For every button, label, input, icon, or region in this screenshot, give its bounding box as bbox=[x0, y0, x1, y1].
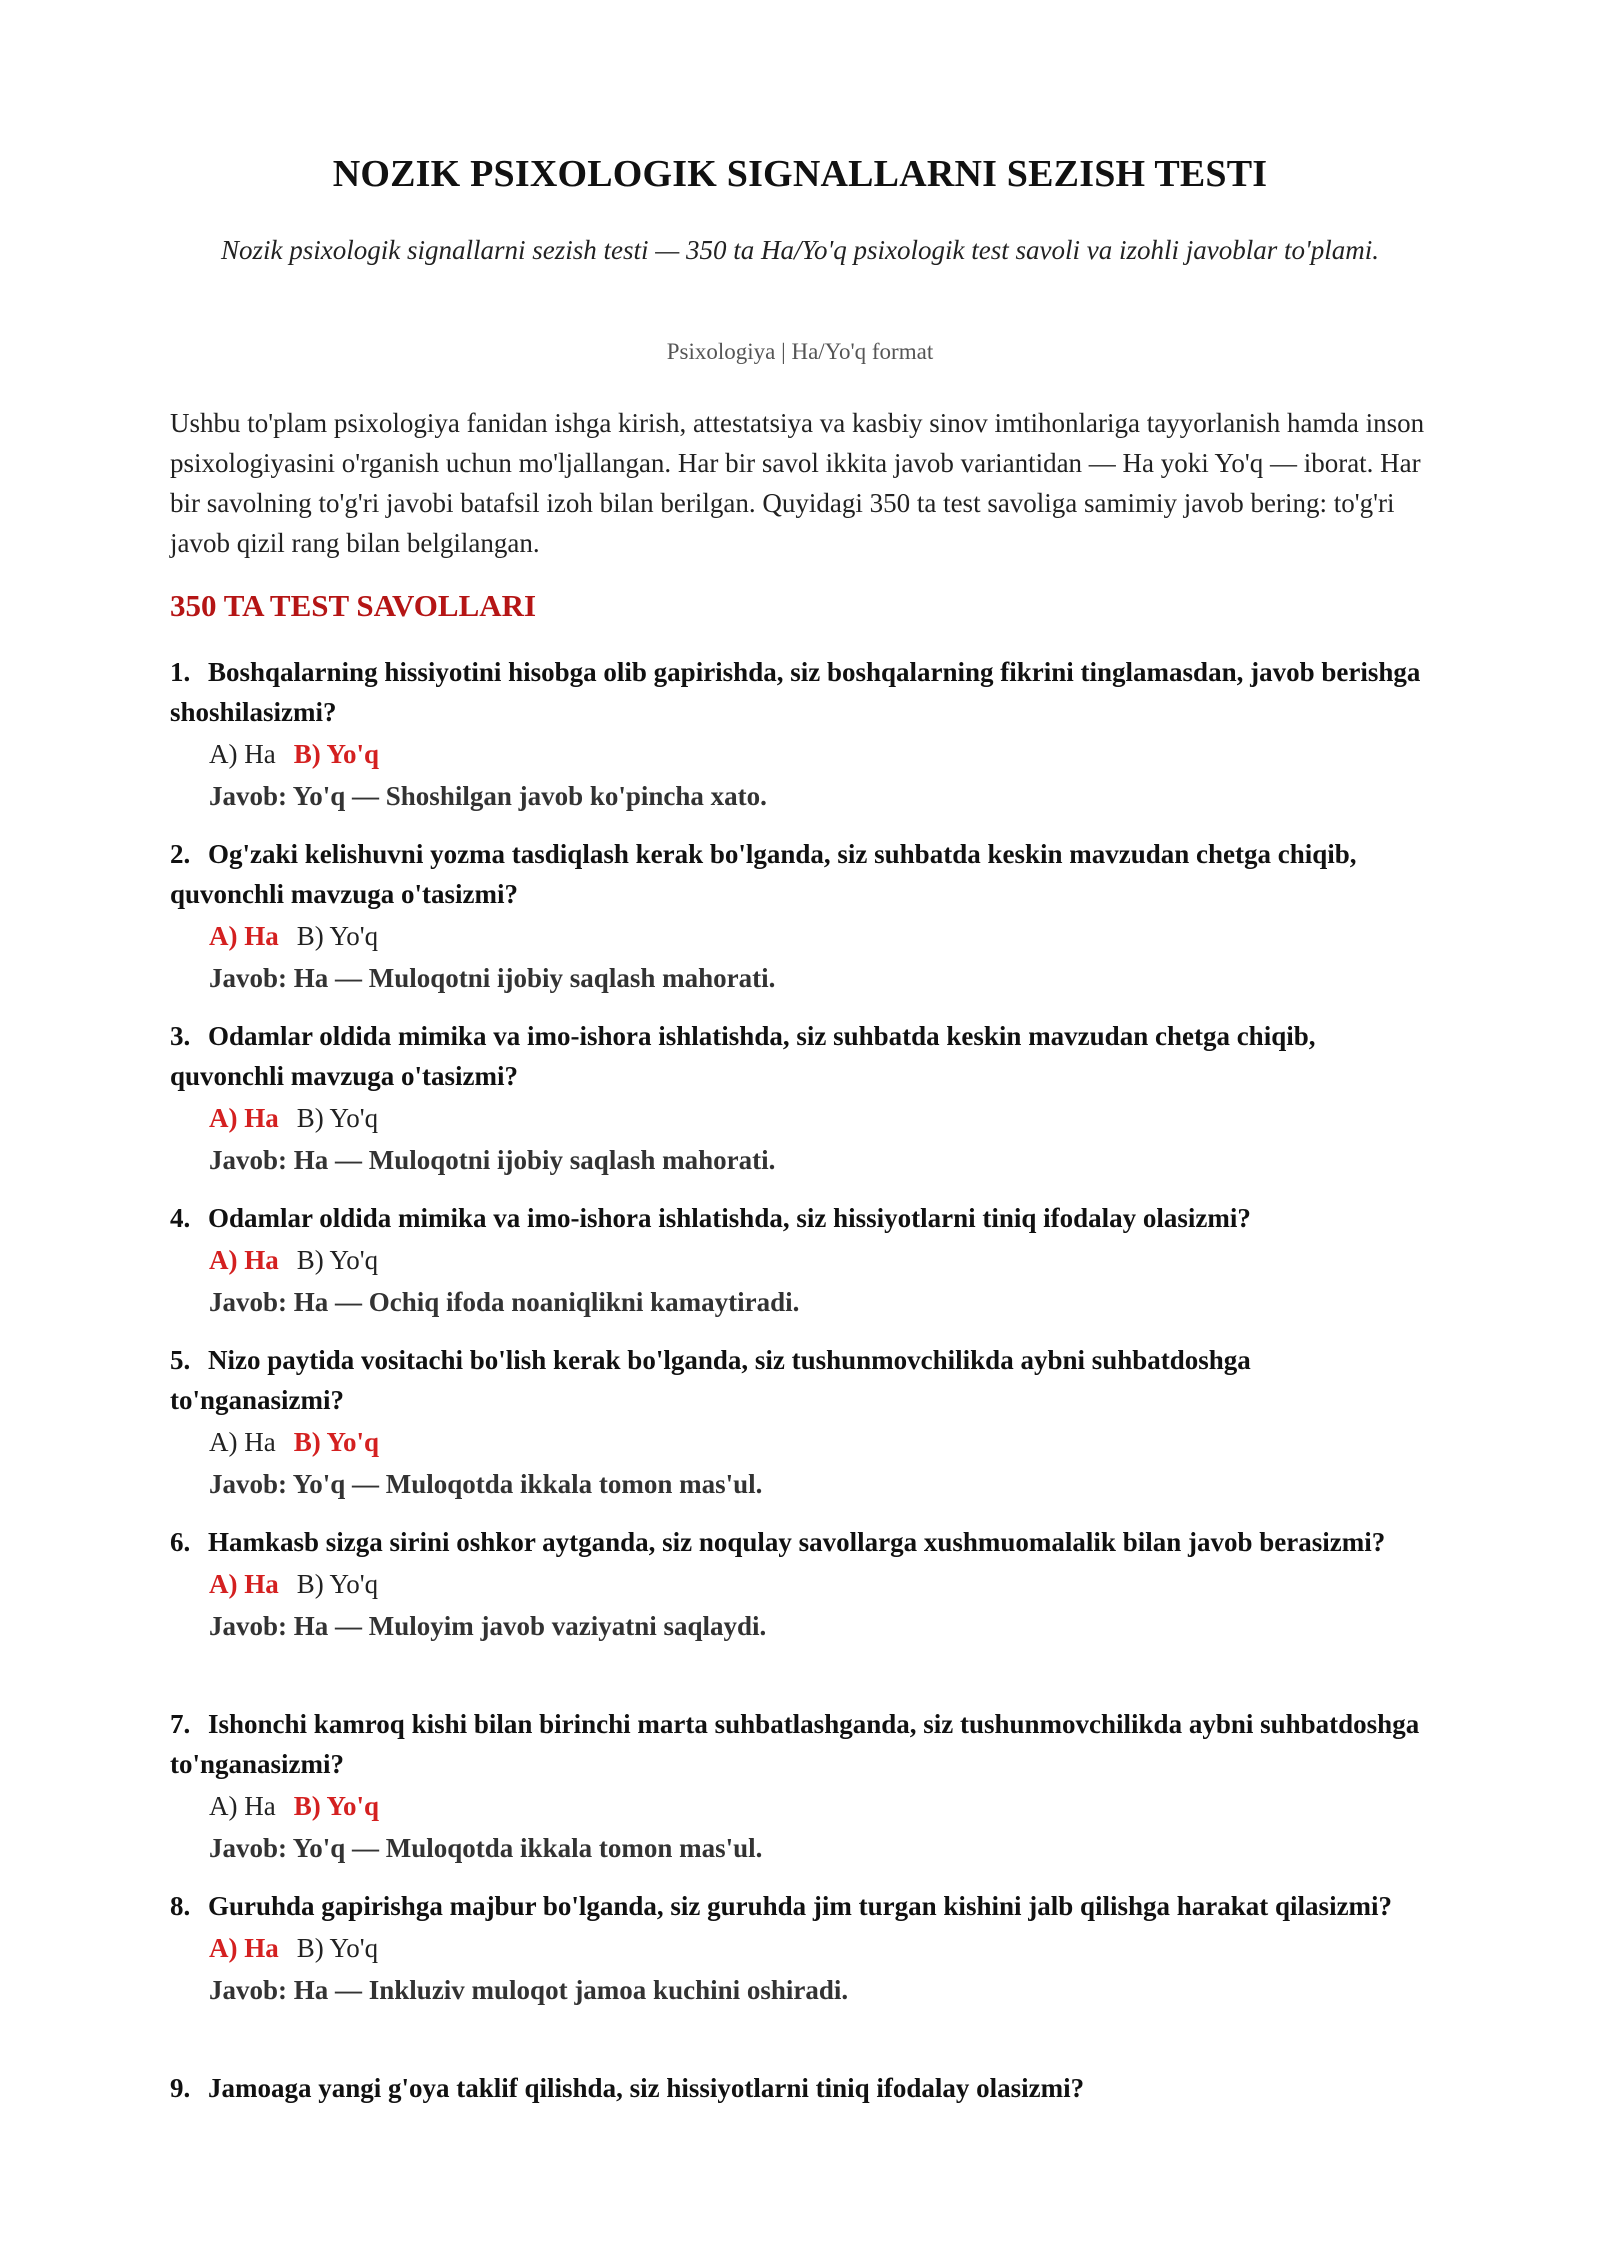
question-item bbox=[170, 1016, 1430, 1181]
question-number: 6. bbox=[170, 1527, 191, 1557]
option-b: B) Yo'q bbox=[296, 1245, 379, 1275]
option-b: B) Yo'q bbox=[296, 921, 379, 951]
option-a: A) Ha bbox=[209, 739, 276, 769]
question-text bbox=[170, 1198, 1430, 1238]
answer-options bbox=[170, 733, 1430, 775]
question-item bbox=[170, 1704, 1430, 1869]
option-a: A) Ha bbox=[209, 1791, 276, 1821]
option-b-correct: B) Yo'q bbox=[293, 1427, 380, 1457]
option-a-correct: A) Ha bbox=[209, 1569, 279, 1599]
question-body: Ishonchi kamroq kishi bilan birinchi marta suhbatlashganda, siz tushunmovchilikda aybni suhbatdoshga to'nganasizmi? bbox=[170, 1709, 1420, 1779]
question-number: 7. bbox=[170, 1709, 191, 1739]
question-body: Jamoaga yangi g'oya taklif qilishda, siz hissiyotlarni tiniq ifodalay olasizmi? bbox=[208, 2073, 1085, 2103]
section-heading: 350 TA TEST SAVOLLARI bbox=[170, 588, 537, 623]
question-body: Og'zaki kelishuvni yozma tasdiqlash kerak bo'lganda, siz suhbatda keskin mavzudan chetga chiqib, quvonchli mavzuga o'tasizmi? bbox=[170, 839, 1357, 909]
question-body: Odamlar oldida mimika va imo-ishora ishlatishda, siz suhbatda keskin mavzudan chetga chiqib, quvonchli mavzuga o'tasizmi? bbox=[170, 1021, 1316, 1091]
question-item bbox=[170, 834, 1430, 999]
question-item bbox=[170, 2068, 1430, 2108]
answer-options bbox=[170, 1927, 1430, 1969]
answer-options bbox=[170, 1239, 1430, 1281]
question-body: Nizo paytida vositachi bo'lish kerak bo'lganda, siz tushunmovchilikda aybni suhbatdoshga to'nganasizmi? bbox=[170, 1345, 1251, 1415]
answer-options bbox=[170, 915, 1430, 957]
answer-explanation: Javob: Ha — Inkluziv muloqot jamoa kuchini oshiradi. bbox=[209, 1975, 849, 2005]
answer-explanation: Javob: Yo'q — Muloqotda ikkala tomon mas'ul. bbox=[209, 1833, 763, 1863]
document-subtitle: Nozik psixologik signallarni sezish testi — 350 ta Ha/Yo'q psixologik test savoli va izohli javoblar to'plami. bbox=[220, 235, 1380, 265]
answer-explanation: Javob: Ha — Ochiq ifoda noaniqlikni kamaytiradi. bbox=[209, 1287, 800, 1317]
option-a-correct: A) Ha bbox=[209, 1245, 279, 1275]
question-number: 8. bbox=[170, 1891, 191, 1921]
question-number: 4. bbox=[170, 1203, 191, 1233]
question-text bbox=[170, 834, 1430, 914]
question-text bbox=[170, 652, 1430, 732]
question-item bbox=[170, 652, 1430, 817]
option-a-correct: A) Ha bbox=[209, 1933, 279, 1963]
question-number: 1. bbox=[170, 657, 191, 687]
answer-explanation: Javob: Yo'q — Shoshilgan javob ko'pincha xato. bbox=[209, 781, 767, 811]
intro-paragraph: Ushbu to'plam psixologiya fanidan ishga kirish, attestatsiya va kasbiy sinov imtihonlariga tayyorlanish hamda inson psixologiyasini o'rganish uchun mo'ljallangan. Har bir savol ikkita javob variantidan — Ha yoki Yo'q — iborat. Har bir savolning to'g'ri javobi batafsil izoh bilan berilgan. Quyidagi 350 ta test savoliga samimiy javob bering: to'g'ri javob qizil rang bilan belgilangan. bbox=[170, 408, 1425, 558]
question-number: 9. bbox=[170, 2073, 191, 2103]
question-item bbox=[170, 1886, 1430, 2011]
question-text bbox=[170, 1886, 1430, 1926]
question-text bbox=[170, 1522, 1430, 1562]
option-a: A) Ha bbox=[209, 1427, 276, 1457]
question-text bbox=[170, 1704, 1430, 1784]
option-b: B) Yo'q bbox=[296, 1933, 379, 1963]
option-b-correct: B) Yo'q bbox=[293, 739, 380, 769]
document-title: NOZIK PSIXOLOGIK SIGNALLARNI SEZISH TESTI bbox=[332, 153, 1268, 195]
question-item bbox=[170, 1198, 1430, 1323]
question-item bbox=[170, 1340, 1430, 1505]
answer-options bbox=[170, 1563, 1430, 1605]
document-meta: Psixologiya | Ha/Yo'q format bbox=[666, 339, 934, 364]
answer-options bbox=[170, 1785, 1430, 1827]
answer-options bbox=[170, 1097, 1430, 1139]
question-number: 5. bbox=[170, 1345, 191, 1375]
question-body: Guruhda gapirishga majbur bo'lganda, siz guruhda jim turgan kishini jalb qilishga harakat qilasizmi? bbox=[208, 1891, 1393, 1921]
question-number: 2. bbox=[170, 839, 191, 869]
answer-explanation: Javob: Ha — Muloqotni ijobiy saqlash mahorati. bbox=[209, 1145, 776, 1175]
answer-explanation: Javob: Ha — Muloqotni ijobiy saqlash mahorati. bbox=[209, 963, 776, 993]
question-text bbox=[170, 1340, 1430, 1420]
option-a-correct: A) Ha bbox=[209, 1103, 279, 1133]
question-text bbox=[170, 1016, 1430, 1096]
question-body: Hamkasb sizga sirini oshkor aytganda, siz noqulay savollarga xushmuomalalik bilan javob berasizmi? bbox=[208, 1527, 1386, 1557]
question-number: 3. bbox=[170, 1021, 191, 1051]
answer-explanation: Javob: Yo'q — Muloqotda ikkala tomon mas'ul. bbox=[209, 1469, 763, 1499]
answer-explanation: Javob: Ha — Muloyim javob vaziyatni saqlaydi. bbox=[209, 1611, 767, 1641]
question-text bbox=[170, 2068, 1430, 2108]
question-body: Boshqalarning hissiyotini hisobga olib gapirishda, siz boshqalarning fikrini tinglamasdan, javob berishga shoshilasizmi? bbox=[170, 657, 1421, 727]
question-body: Odamlar oldida mimika va imo-ishora ishlatishda, siz hissiyotlarni tiniq ifodalay olasizmi? bbox=[208, 1203, 1251, 1233]
answer-options bbox=[170, 1421, 1430, 1463]
option-a-correct: A) Ha bbox=[209, 921, 279, 951]
option-b: B) Yo'q bbox=[296, 1103, 379, 1133]
option-b-correct: B) Yo'q bbox=[293, 1791, 380, 1821]
option-b: B) Yo'q bbox=[296, 1569, 379, 1599]
question-item bbox=[170, 1522, 1430, 1647]
